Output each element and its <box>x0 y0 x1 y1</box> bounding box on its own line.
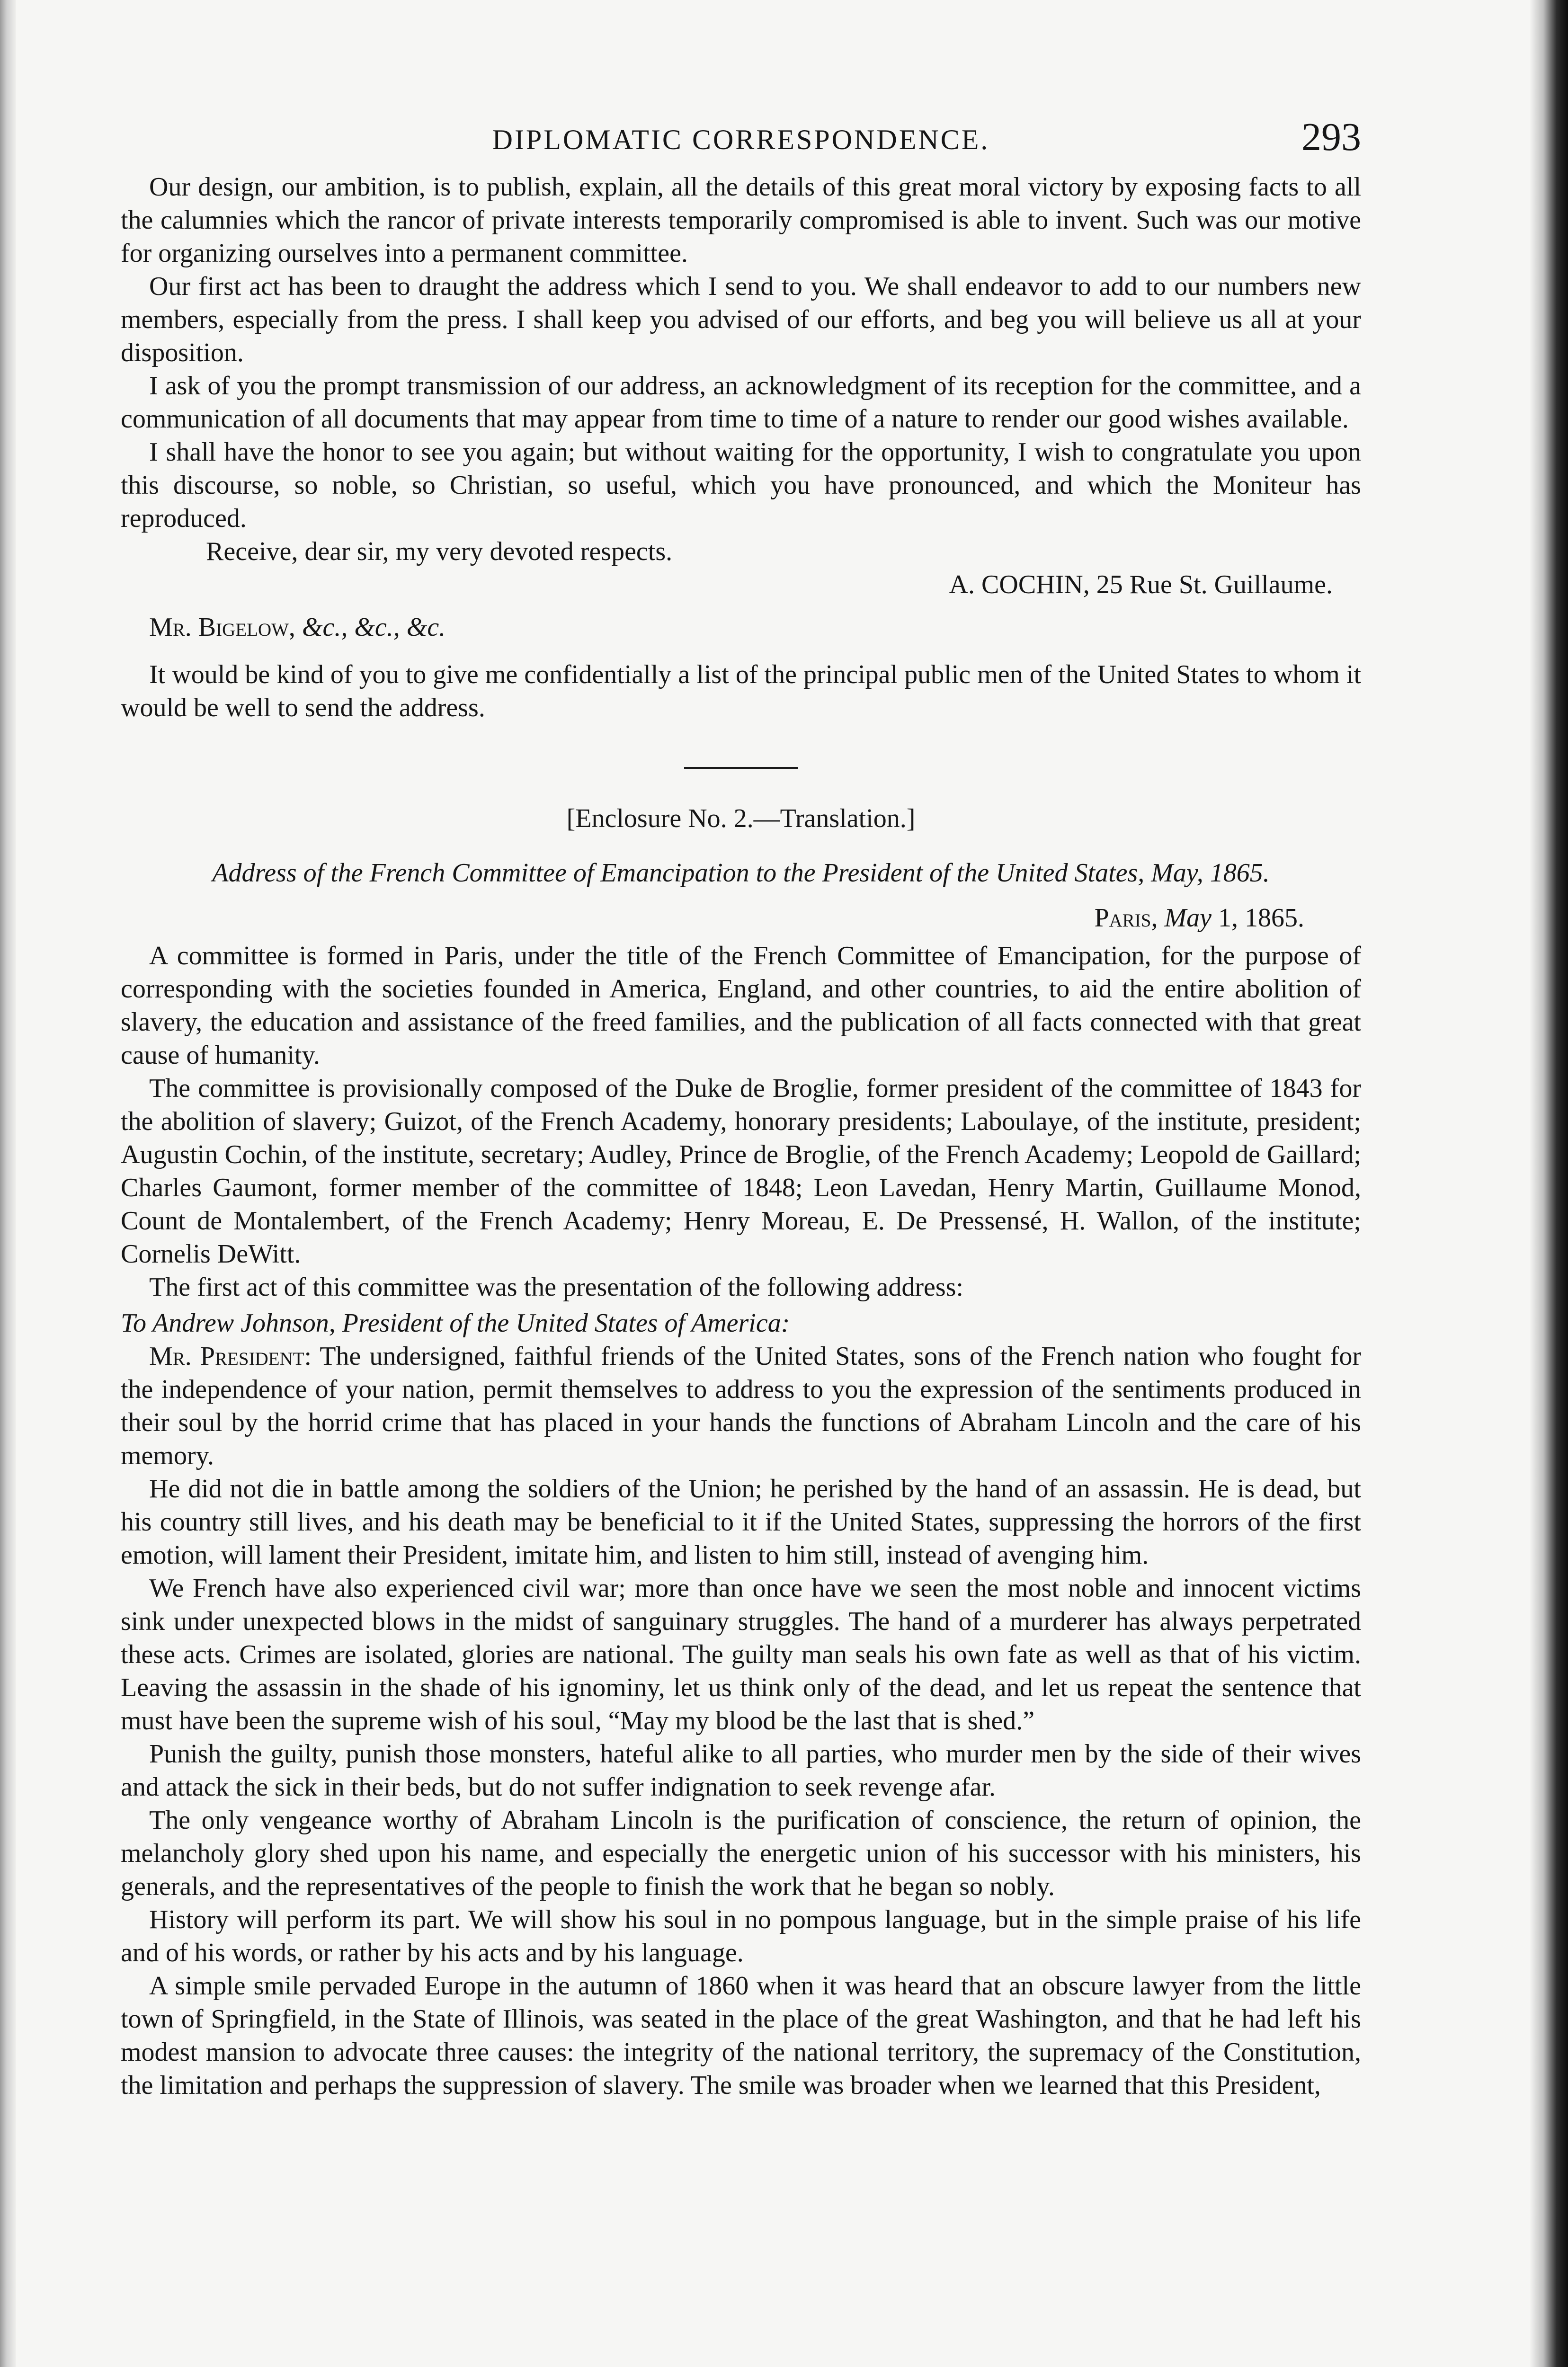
place: Paris, <box>1094 903 1158 933</box>
enclosure-heading: [Enclosure No. 2.—Translation.] <box>566 804 916 833</box>
date-rest: 1, 1865. <box>1218 903 1304 933</box>
address-first-paragraph <box>121 1340 1361 1472</box>
recipient-name: Mr. Bigelow, <box>149 613 295 642</box>
letter-paragraph: Our design, our ambition, is to publish, explain, all the details of this great moral victory by exposing facts to all the calumnies which the rancor of private interests temporarily compromised is able to invent. Such was our motive for organizing ourselves into a permanent committee. <box>121 172 1361 268</box>
address-paragraph: History will perform its part. We will show his soul in no pompous language, but in the simple praise of his life and of his words, or rather by his acts and by his language. <box>121 1905 1361 1967</box>
salutation: Mr. President: <box>149 1342 312 1371</box>
letter-postscript: It would be kind of you to give me confidentially a list of the principal public men of the United States to whom it would be well to send the address. <box>121 660 1361 722</box>
address-paragraph: He did not die in battle among the soldiers of the Union; he perished by the hand of an assassin. He is dead, but his country still lives, and his death may be beneficial to it if the United States, suppressing the horrors of the first emotion, will lament their President, imitate him, and listen to him still, instead of avenging him. <box>121 1474 1361 1570</box>
letter-recipient <box>121 611 1361 644</box>
address-paragraph: A simple smile pervaded Europe in the autumn of 1860 when it was heard that an obscure lawyer from the little town of Springfield, in the State of Illinois, was seated in the place of the great Washington, and that he had left his modest mansion to advocate three causes: the integrity of the national territory, the supremacy of the Constitution, the limitation and perhaps the suppression of slavery. The smile was broader when we learned that this President, <box>121 1971 1361 2100</box>
date-month: May <box>1164 903 1212 933</box>
address-title: Address of the French Committee of Emancipation to the President of the United States, May, 1865. <box>212 858 1270 888</box>
letter-body <box>121 170 1361 724</box>
enclosure-section <box>121 802 1361 2102</box>
place-date <box>121 901 1304 934</box>
binding-edge-right <box>1530 0 1568 2367</box>
running-header <box>121 114 1361 170</box>
running-title: DIPLOMATIC CORRESPONDENCE. <box>492 124 990 155</box>
address-paragraph: We French have also experienced civil war; more than once have we seen the most noble and innocent victims sink under unexpected blows in the midst of sanguinary struggles. The hand of a murderer has always perpetrated these acts. Crimes are isolated, glories are national. The guilty man seals his own fate as well as that of his victim. Leaving the assassin in the shade of his ignominy, let us think only of the dead, and let us repeat the sentence that must have been the supreme wish of his soul, “May my blood be the last that is shed.” <box>121 1574 1361 1735</box>
page-number: 293 <box>1301 115 1361 159</box>
address-paragraph: The only vengeance worthy of Abraham Lincoln is the purification of conscience, the return of opinion, the melancholy glory shed upon his name, and especially the energetic union of his successor with his ministers, his generals, and the representatives of the people to finish the work that he began so nobly. <box>121 1806 1361 1901</box>
section-divider <box>684 767 798 769</box>
intro-paragraph: The committee is provisionally composed of the Duke de Broglie, former president of the committee of 1843 for the abolition of slavery; Guizot, of the French Academy, honorary presidents; Laboulaye, of the institute, president; Augustin Cochin, of the institute, secretary; Audley, Prince de Broglie, of the French Academy; Leopold de Gaillard; Charles Gaumont, former member of the committee of 1848; Leon Lavedan, Henry Martin, Guillaume Monod, Count de Montalembert, of the French Academy; Henry Moreau, E. De Pressensé, H. Wallon, of the institute; Cornelis DeWitt. <box>121 1074 1361 1269</box>
letter-paragraph: Our first act has been to draught the address which I send to you. We shall endeavor to add to our numbers new members, especially from the press. I shall keep you advised of our efforts, and beg you will believe us all at your disposition. <box>121 272 1361 367</box>
document-page <box>121 114 1361 2102</box>
binding-edge-left <box>0 0 16 2367</box>
letter-closing: Receive, dear sir, my very devoted respects. <box>206 537 673 566</box>
letter-paragraph: I shall have the honor to see you again; but without waiting for the opportunity, I wish to congratulate you upon this discourse, so noble, so Christian, so useful, which you have pronounced, and which the Moniteur has reproduced. <box>121 437 1361 533</box>
intro-paragraph: The first act of this committee was the presentation of the following address: <box>149 1272 963 1302</box>
address-to-line: To Andrew Johnson, President of the United States of America: <box>121 1308 790 1338</box>
address-paragraph: Punish the guilty, punish those monsters, hateful alike to all parties, who murder men by the side of their wives and attack the sick in their beds, but do not suffer indignation to seek revenge afar. <box>121 1739 1361 1802</box>
letter-paragraph: I ask of you the prompt transmission of our address, an acknowledgment of its reception for the committee, and a communication of all documents that may appear from time to time of a nature to render our good wishes available. <box>121 371 1361 434</box>
recipient-etc: &c., &c., &c. <box>302 613 446 642</box>
first-body: The undersigned, faithful friends of the United States, sons of the French nation who fought for the independence of your nation, permit themselves to address to you the expression of the sentiments produced in their soul by the horrid crime that has placed in your hands the functions of Abraham Lincoln and the care of his memory. <box>121 1342 1361 1470</box>
intro-paragraph: A committee is formed in Paris, under the title of the French Committee of Emancipation, for the purpose of corresponding with the societies founded in America, England, and other countries, to aid the entire abolition of slavery, the education and assistance of the freed families, and the publication of all facts connected with that great cause of humanity. <box>121 941 1361 1070</box>
letter-signature: A. COCHIN, 25 Rue St. Guillaume. <box>949 570 1333 599</box>
